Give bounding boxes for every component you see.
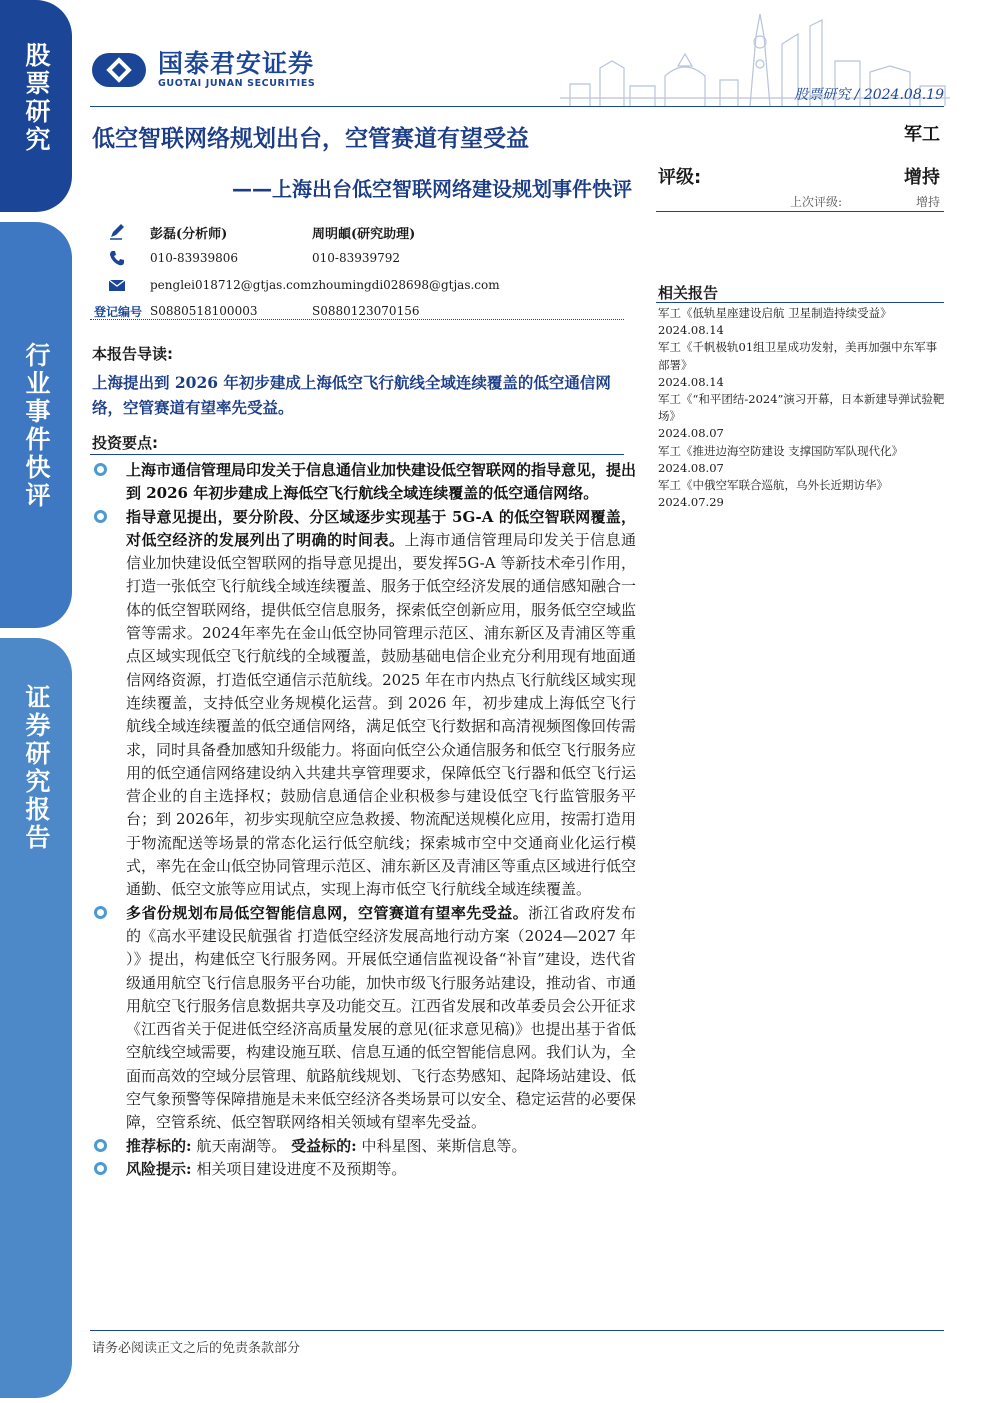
- related-report-title[interactable]: 军工《千帆极轨01组卫星成功发射，美再加强中东军事部署》: [658, 340, 938, 372]
- report-subtitle: ——上海出台低空智联网络建设规划事件快评: [232, 177, 632, 201]
- phone-icon: [108, 249, 126, 267]
- email-icon: [108, 276, 126, 294]
- related-report-date: 2024.08.07: [658, 460, 724, 475]
- company-logo: [90, 50, 315, 89]
- pen-icon: [108, 222, 126, 240]
- key-point-bold: 多省份规划布局低空智能信息网，空管赛道有望率先受益。: [126, 903, 529, 922]
- beneficiary-label: 受益标的:: [291, 1136, 357, 1155]
- bullet-icon: [94, 1162, 107, 1175]
- related-report-date: 2024.08.14: [658, 374, 724, 389]
- sidebar-tab-stock-research: [0, 0, 72, 212]
- sidebar-tab-securities-report: [0, 638, 72, 1398]
- footer-divider: [90, 1330, 944, 1331]
- analyst-email[interactable]: penglei018712@gtjas.com: [150, 278, 312, 292]
- related-report-date: 2024.08.14: [658, 323, 724, 338]
- rating-divider: [656, 211, 944, 212]
- sidebar-tab-label: 证券研究报告: [22, 684, 51, 852]
- list-item: [92, 1135, 636, 1158]
- logo-english-name: GUOTAI JUNAN SECURITIES: [158, 78, 316, 89]
- related-report-title[interactable]: 军工《中俄空军联合巡航，乌外长近期访华》: [658, 478, 888, 493]
- related-reports-title: 相关报告: [658, 284, 719, 302]
- bullet-icon: [94, 906, 107, 919]
- footer-disclaimer: 请务必阅读正文之后的免责条款部分: [92, 1341, 301, 1356]
- list-item[interactable]: [658, 339, 948, 391]
- list-item: [92, 459, 636, 506]
- rating-value: 增持: [904, 167, 940, 188]
- analyst-phone: 010-83939806: [150, 251, 239, 265]
- beneficiary-value: 中科星图、莱斯信息等。: [361, 1136, 527, 1155]
- analyst-registration: S0880123070156: [312, 304, 420, 318]
- header-report-label: 股票研究 / 2024.08.19: [794, 87, 944, 103]
- recommend-value: 航天南湖等。: [196, 1136, 287, 1155]
- related-report-title[interactable]: 军工《低轨星座建设启航 卫星制造持续受益》: [658, 306, 892, 320]
- list-item[interactable]: [658, 391, 948, 443]
- bullet-icon: [94, 1139, 107, 1152]
- related-report-date: 2024.07.29: [658, 495, 724, 510]
- key-point-bold: 上海市通信管理局印发关于信息通信业加快建设低空智联网的指导意见，提出到 2026 年初步建成上海低空飞行航线全域连续覆盖的低空通信网络。: [126, 461, 637, 503]
- related-reports-list: [658, 305, 948, 511]
- list-item[interactable]: [658, 443, 948, 477]
- recommend-label: 推荐标的:: [126, 1136, 192, 1155]
- key-point-text: 浙江省政府发布的《高水平建设民航强省 打造低空经济发展高地行动方案（2024—2027 年 ）》提出，构建低空飞行服务网。开展低空通信监视设备“补盲”建设，迭代省级通用航空飞行信息服务平台功能，加快市级飞行服务站建设，推动省、市通用航空飞行服务信息数据共享及功能交互。江西省发展和改革委员会公开征求《江西省关于促进低空经济高质量发展的意见(征求意见稿)》也提出基于省低空航线空域需要，构建设施互联、信息互通的低空智能信息网。我们认为，全面而高效的空域分层管理、航路航线规划、飞行态势感知、起降场站建设、低空气象预警等保障措施是未来低空经济各类场景可以安全、稳定运营的必要保障，空管系统、低空智联网络相关领域有望率先受益。: [126, 903, 637, 1132]
- header-divider: [90, 106, 944, 107]
- analyst-name: 彭磊(分析师): [150, 227, 228, 242]
- sidebar-tab-label: 股票研究: [22, 42, 51, 154]
- key-points-heading: 投资要点:: [92, 434, 158, 452]
- previous-rating-label: 上次评级:: [790, 195, 843, 209]
- analyst-registration: S0880518100003: [150, 304, 258, 318]
- bullet-icon: [94, 510, 107, 523]
- intro-heading: 本报告导读:: [92, 345, 173, 363]
- risk-value: 相关项目建设进度不及预期等。: [196, 1159, 407, 1178]
- key-points-divider: [90, 454, 624, 455]
- previous-rating-value: 增持: [915, 195, 940, 209]
- analyst-name: 周明頔(研究助理): [312, 227, 416, 242]
- sidebar-tab-label: 行业事件快评: [22, 342, 51, 510]
- risk-label: 风险提示:: [126, 1159, 192, 1178]
- registration-label: 登记编号: [94, 305, 143, 319]
- bullet-icon: [94, 463, 107, 476]
- list-item[interactable]: [658, 477, 948, 511]
- intro-text: 上海提出到 2026 年初步建成上海低空飞行航线全域连续覆盖的低空通信网络，空管赛道有望率先受益。: [92, 373, 611, 417]
- sector-label: 军工: [904, 124, 940, 145]
- key-point-bold: 指导意见提出，要分阶段、分区域逐步实现基于 5G-A 的低空智联网覆盖，对低空经济的发展列出了明确的时间表。: [126, 507, 636, 549]
- list-item: [92, 902, 636, 1135]
- rating-label: 评级:: [658, 167, 702, 188]
- key-points-list: [92, 459, 636, 1181]
- sidebar-tab-event-review: [0, 222, 72, 628]
- list-item: [92, 506, 636, 902]
- related-report-date: 2024.08.07: [658, 426, 724, 441]
- report-title: 低空智联网络规划出台，空管赛道有望受益: [92, 126, 529, 152]
- related-divider: [656, 302, 944, 303]
- related-report-title[interactable]: 军工《推进边海空防建设 支撑国防军队现代化》: [658, 443, 904, 458]
- key-point-text: 上海市通信管理局印发关于信息通信业加快建设低空智联网的指导意见提出，要发挥5G-A 等新技术牵引作用，打造一张低空飞行航线全域连续覆盖、服务于低空经济发展的通信感知融合一体的低空智联网络，提供低空信息服务，探索低空创新应用，服务低空空域监管等需求。2024年率先在金山低空协同管理示范区、浦东新区及青浦区等重点区域实现低空飞行航线的全域覆盖，鼓励基础电信企业充分利用现有地面通信网络资源，打造低空通信示范航线。2025 年在市内热点飞行航线区域实现连续覆盖，支持低空业务规模化运营。到 2026 年，初步建成上海低空飞行航线全域连续覆盖的低空通信网络，满足低空飞行数据和高清视频图像回传需求，同时具备叠加感知升级能力。将面向低空公众通信服务和低空飞行服务应用的低空通信网络建设纳入共建共享管理要求，保障低空飞行器和低空飞行运营企业的自主选择权；鼓励信息通信企业积极参与建设低空飞行监管服务平台；到 2026年，初步实现航空应急救援、物流配送规模化应用，按需打造用于物流配送等场景的常态化运行低空航线；探索城市空中交通商业化运行模式，率先在金山低空协同管理示范区、浦东新区及青浦区等重点区域进行低空通勤、低空文旅等应用试点，实现上海市低空飞行航线全域连续覆盖。: [126, 530, 637, 899]
- logo-chinese-name: 国泰君安证券: [158, 49, 315, 78]
- logo-mark-icon: [90, 51, 148, 89]
- related-report-title[interactable]: 军工《“和平团结-2024”演习开幕，日本新建导弹试验靶场》: [658, 392, 945, 424]
- analyst-phone: 010-83939792: [312, 251, 401, 265]
- analyst-email[interactable]: zhoumingdi028698@gtjas.com: [312, 278, 500, 292]
- analyst-divider: [90, 319, 624, 320]
- list-item: [92, 1158, 636, 1181]
- list-item[interactable]: [658, 305, 948, 339]
